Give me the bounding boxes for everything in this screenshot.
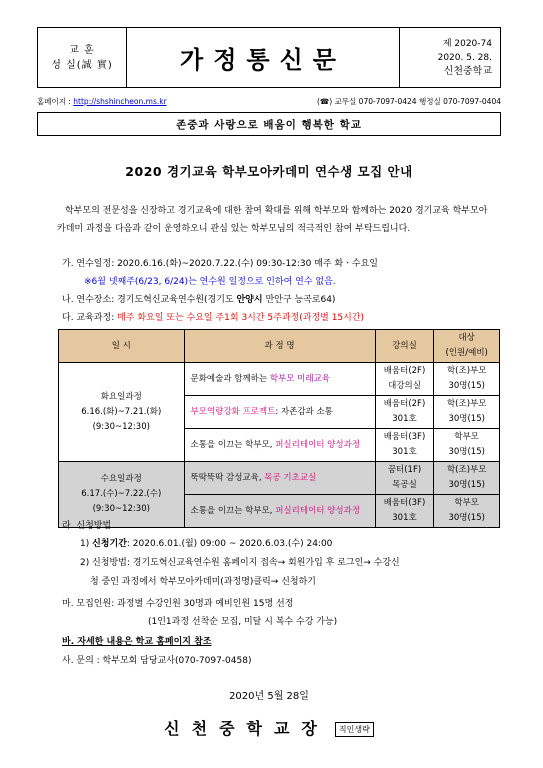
issue-date: 2020. 5. 28. — [437, 52, 492, 63]
table-row — [59, 462, 500, 495]
room — [375, 363, 434, 396]
item-ma-note: (1인1과정 선착순 모집, 미달 시 복수 수강 가능) — [148, 617, 338, 627]
target-count: 30명(15) — [448, 480, 485, 490]
seal-omitted: 직인생략 — [335, 722, 374, 737]
course-name — [184, 462, 375, 495]
target-group: 학(조)부모 — [446, 366, 487, 376]
item-ra-method: 2) 신청방법: 경기도혁신교육연수원 홈페이지 접속→ 회원가입 후 로그인→ 수강신 — [80, 558, 400, 568]
intro-paragraph: 학부모의 전문성을 신장하고 경기교육에 대한 참여 확대를 위해 학부모와 함께하는 2020 경기교육 학부모아카데미 과정을 다음과 같이 운영하오니 관심 있는 학부모님의 적극적인 참여 부탁드립니다. — [57, 206, 488, 234]
homepage-label: 홈페이지 : — [37, 97, 71, 106]
course-name-highlight: 목공 기초교실 — [264, 472, 317, 483]
issue-footer-date: 2020년 5월 28일 — [229, 691, 309, 702]
room-floor: 배움터(3F) — [383, 498, 426, 508]
item-ba: 바. 자세한 내용은 학교 홈페이지 참조 — [62, 637, 212, 647]
course-name-part: 소통을 이끄는 학부모, — [190, 439, 276, 450]
target — [434, 396, 500, 429]
item-ma: 마. 모집인원: 과정별 수강인원 30명과 예비인원 15명 선정 — [62, 599, 294, 609]
course-name — [184, 429, 375, 462]
item-da — [62, 310, 364, 323]
item-ra-period-value: : 2020.6.01.(월) 09:00 ~ 2020.6.03.(수) 24:00 — [126, 539, 333, 549]
wednesday-dates: 6.17.(수)~7.22.(수) — [81, 489, 162, 499]
item-ra-period-label: 신청기간 — [92, 539, 127, 549]
course-name — [184, 495, 375, 528]
tuesday-dates: 6.16.(화)~7.21.(화) — [81, 406, 162, 417]
room-floor: 꿈터(1F) — [387, 465, 422, 475]
target — [434, 495, 500, 528]
room — [375, 396, 434, 429]
table-row — [59, 363, 500, 396]
item-ra-method-cont: 청 중인 과정에서 학부모아카데미(과정명)클릭→ 신청하기 — [90, 577, 316, 587]
target-group: 학부모 — [454, 498, 480, 508]
target-group: 학(조)부모 — [446, 399, 487, 409]
room-floor: 배움터(3F) — [383, 432, 426, 442]
principal-signature — [37, 716, 501, 739]
header-course: 과 정 명 — [184, 330, 375, 363]
item-ga: 가. 연수일정: 2020.6.16.(화)~2020.7.22.(수) 09:30-12:30 매주 화ㆍ수요일 — [62, 259, 378, 269]
target-count: 30명(15) — [448, 381, 485, 391]
item-sa: 사. 문의 : 학부모회 담당교사(070-7097-0458) — [62, 656, 252, 666]
tuesday-course-cell — [59, 363, 185, 462]
wednesday-time: (9:30~12:30) — [92, 504, 150, 514]
wednesday-label: 수요일과정 — [100, 474, 142, 484]
room-name: 목공실 — [392, 480, 417, 490]
target-count: 30명(15) — [448, 447, 485, 457]
header-date: 일 시 — [59, 330, 185, 363]
course-name — [184, 396, 375, 429]
school-name: 신천중학교 — [443, 65, 492, 77]
issue-info — [400, 28, 500, 87]
item-ga-note: ※6월 넷째주(6/23, 6/24)는 연수원 일정으로 인하여 연수 없음. — [84, 277, 336, 287]
schedule-table — [58, 329, 500, 528]
header-target-label: 대상 (인원/예비) — [445, 333, 488, 358]
room-name: 대강의실 — [388, 381, 421, 391]
newsletter-title: 가정통신문 — [127, 28, 400, 87]
target — [434, 363, 500, 396]
header-room: 강의실 — [375, 330, 434, 363]
course-name-highlight: 퍼실리테이터 양성과정 — [275, 439, 361, 450]
issue-number: 제 2020-74 — [442, 38, 492, 49]
principal-title: 신천중학교장 — [164, 719, 329, 738]
room-name: 301호 — [392, 414, 417, 424]
course-name-part: : 자존감과 소통 — [275, 406, 333, 417]
target-count: 30명(15) — [448, 513, 485, 523]
course-name-part: 뚝딱뚝딱 감성교육, — [190, 472, 265, 483]
course-name-part: 소통을 이끄는 학부모, — [190, 505, 276, 516]
page-title: 2020 경기교육 학부모아카데미 연수생 모집 안내 — [125, 164, 413, 179]
room-name: 301호 — [392, 447, 417, 457]
item-ra-period — [80, 536, 332, 549]
tuesday-label: 화요일과정 — [100, 391, 142, 402]
room — [375, 462, 434, 495]
homepage — [37, 96, 167, 107]
item-da-highlight: 매주 화요일 또는 수요일 주1회 3시간 5주과정(과정별 15시간) — [117, 313, 365, 323]
item-na — [62, 292, 335, 305]
school-slogan: 존중과 사랑으로 배움이 행복한 학교 — [37, 112, 501, 136]
room-name: 301호 — [392, 513, 417, 523]
school-motto — [38, 28, 127, 87]
header-target — [434, 330, 500, 363]
item-na-city: 안양시 — [236, 295, 263, 305]
course-name-highlight: 부모역량강화 프로젝트 — [190, 406, 276, 417]
target-group: 학(조)부모 — [446, 465, 487, 475]
motto-label: 교 훈 — [69, 44, 95, 56]
item-na-prefix: 나. 연수장소: 경기도혁신교육연수원(경기도 — [62, 295, 237, 305]
item-ra-period-num: 1) — [80, 539, 93, 549]
target — [434, 429, 500, 462]
contact-bar — [37, 96, 501, 107]
table-header-row — [59, 330, 500, 363]
motto-value: 성 실(誠 實) — [51, 59, 113, 71]
room — [375, 495, 434, 528]
item-da-prefix: 다. 교육과정: — [62, 313, 118, 323]
course-name — [184, 363, 375, 396]
homepage-link[interactable]: http://shshincheon.ms.kr — [73, 97, 167, 106]
room-floor: 배움터(2F) — [383, 399, 426, 409]
target — [434, 462, 500, 495]
item-ra-heading: 라. 신청방법 — [62, 521, 112, 531]
masthead — [37, 27, 501, 88]
target-group: 학부모 — [454, 432, 480, 442]
course-name-highlight: 퍼실리테이터 양성과정 — [275, 505, 361, 516]
room-floor: 배움터(2F) — [383, 366, 426, 376]
course-name-highlight: 학부모 미래교육 — [269, 373, 330, 384]
phone-numbers: (☎) 교무실 070-7097-0424 행정실 070-7097-0404 — [316, 97, 501, 106]
room — [375, 429, 434, 462]
target-count: 30명(15) — [448, 414, 485, 424]
course-name-part: 문화예술과 함께하는 — [190, 373, 270, 384]
tuesday-time: (9:30~12:30) — [92, 421, 150, 432]
item-na-suffix: 만안구 능곡로64) — [262, 295, 336, 305]
